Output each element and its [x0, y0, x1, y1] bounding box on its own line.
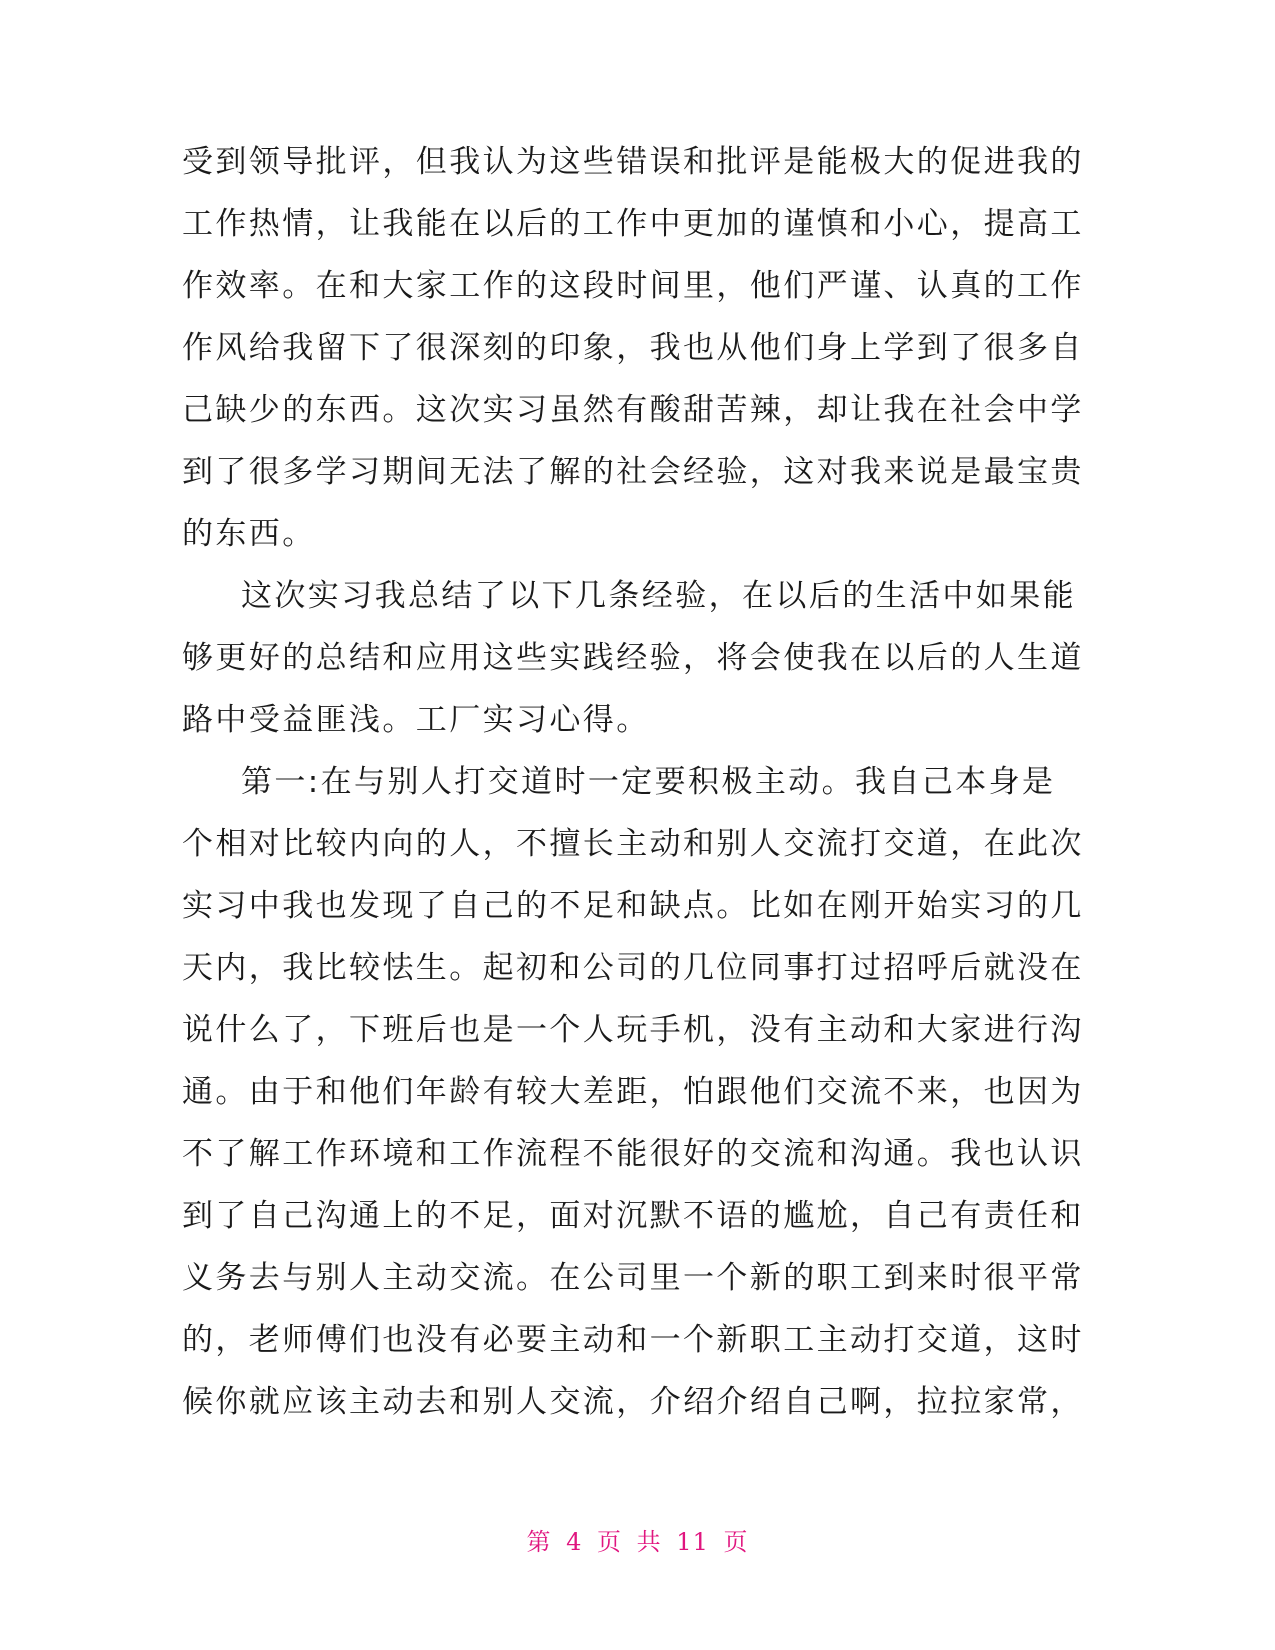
text-line: 义务去与别人主动交流。在公司里一个新的职工到来时很平常 [182, 1260, 1084, 1296]
text-line: 的东西。 [182, 516, 316, 552]
text-line: 受到领导批评，但我认为这些错误和批评是能极大的促进我的 [182, 144, 1084, 180]
text-line: 通。由于和他们年龄有较大差距，怕跟他们交流不来，也因为 [182, 1074, 1084, 1110]
text-line: 的，老师傅们也没有必要主动和一个新职工主动打交道，这时 [182, 1322, 1084, 1358]
text-line: 第一:在与别人打交道时一定要积极主动。我自己本身是 [241, 764, 1056, 800]
page-number-footer: 第 4 页 共 11 页 [526, 1528, 749, 1556]
text-line: 作效率。在和大家工作的这段时间里，他们严谨、认真的工作 [182, 268, 1084, 304]
text-line: 工作热情，让我能在以后的工作中更加的谨慎和小心，提高工 [182, 206, 1084, 242]
text-line: 路中受益匪浅。工厂实习心得。 [182, 702, 650, 738]
text-line: 个相对比较内向的人，不擅长主动和别人交流打交道，在此次 [182, 826, 1084, 862]
text-line: 候你就应该主动去和别人交流，介绍介绍自己啊，拉拉家常， [182, 1384, 1084, 1420]
text-line: 到了很多学习期间无法了解的社会经验，这对我来说是最宝贵 [182, 454, 1084, 490]
text-line: 作风给我留下了很深刻的印象，我也从他们身上学到了很多自 [182, 330, 1084, 366]
text-line: 天内，我比较怯生。起初和公司的几位同事打过招呼后就没在 [182, 950, 1084, 986]
text-line: 到了自己沟通上的不足，面对沉默不语的尴尬，自己有责任和 [182, 1198, 1084, 1234]
text-line: 不了解工作环境和工作流程不能很好的交流和沟通。我也认识 [182, 1136, 1084, 1172]
text-line: 说什么了，下班后也是一个人玩手机，没有主动和大家进行沟 [182, 1012, 1084, 1048]
text-line: 己缺少的东西。这次实习虽然有酸甜苦辣，却让我在社会中学 [182, 392, 1084, 428]
text-line: 实习中我也发现了自己的不足和缺点。比如在刚开始实习的几 [182, 888, 1084, 924]
text-line: 够更好的总结和应用这些实践经验，将会使我在以后的人生道 [182, 640, 1084, 676]
text-line: 这次实习我总结了以下几条经验，在以后的生活中如果能 [241, 578, 1076, 614]
